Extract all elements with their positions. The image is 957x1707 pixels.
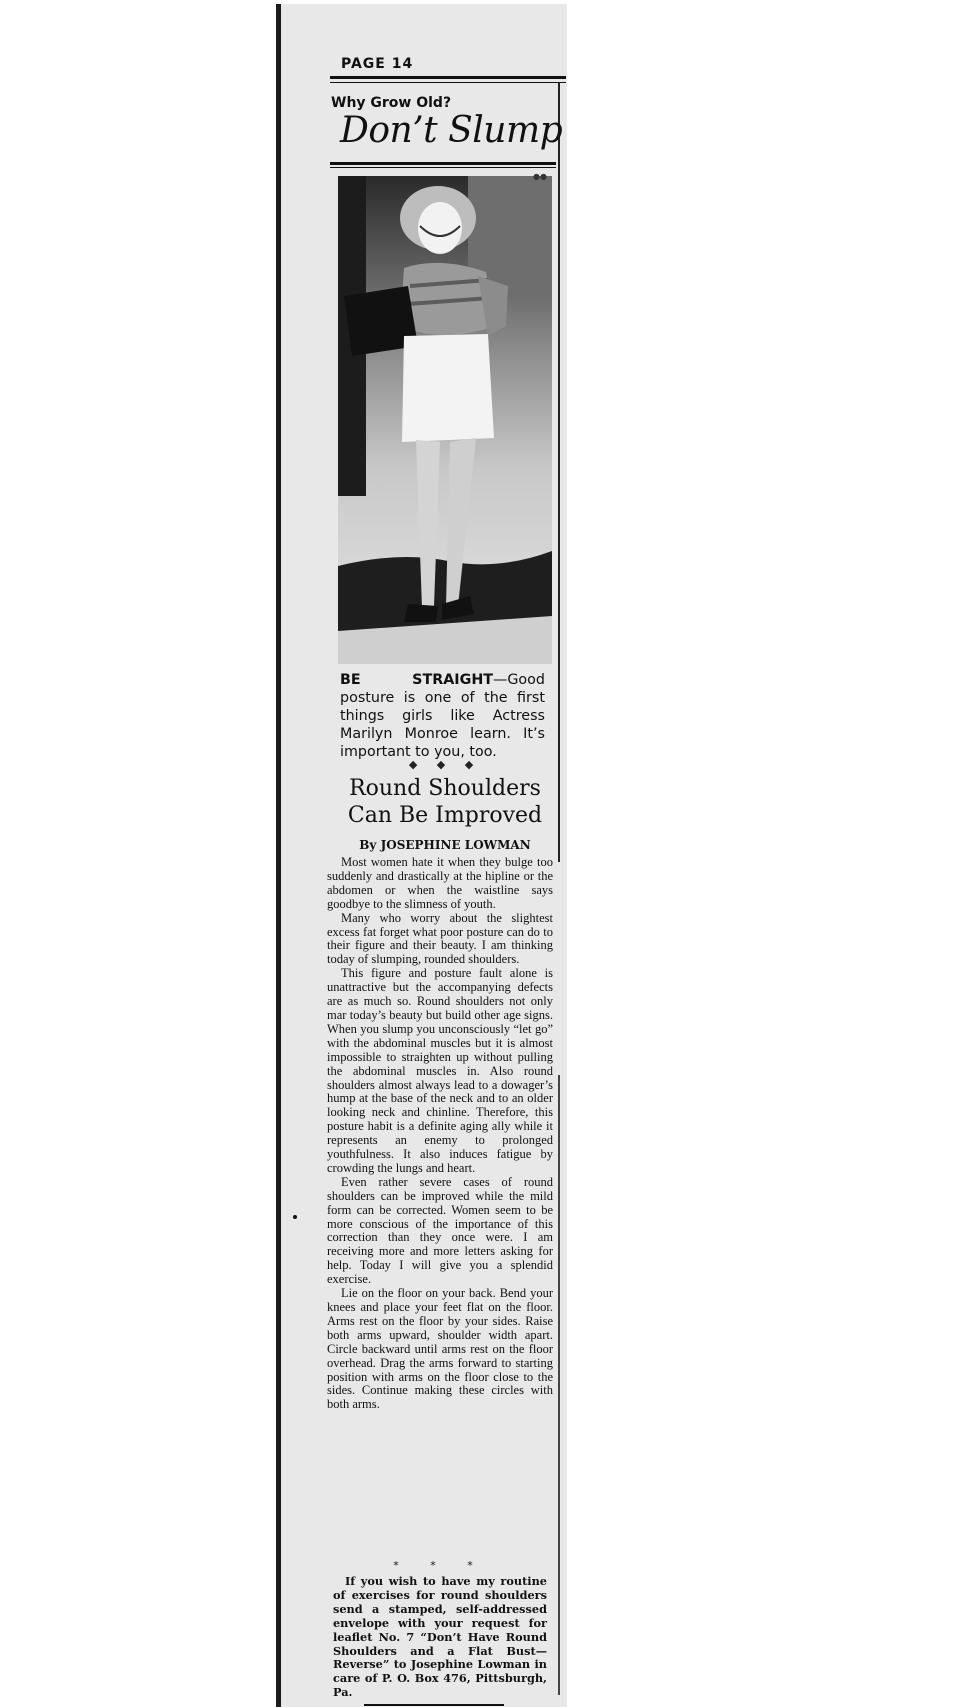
paragraph: Many who worry about the slightest excess fat forget what poor posture can do to their figure and their beauty. I am thinking today of slumping, rounded shoulders. — [327, 910, 553, 967]
bottom-rule — [364, 1704, 504, 1706]
paragraph: Even rather severe cases of round shoulders can be improved while the mild form can be corrected. Women seem to be more conscious of the importance of this correction than they once were. I am receiving more and more letters asking for help. Today I will give you a splendid exercise. — [327, 1174, 553, 1287]
byline: By JOSEPHINE LOWMAN — [359, 838, 531, 852]
caption-ornament: ◆ ◆ ◆ — [408, 758, 482, 771]
page-number: PAGE 14 — [341, 56, 414, 72]
paragraph: Most women hate it when they bulge too suddenly and drastically at the hipline or the abdomen or when the waistline says goodbye to the slimness of youth. — [327, 855, 553, 911]
paragraph: Lie on the floor on your back. Bend your knees and place your feet flat on the floor. Arms rest on the floor by your sides. Raise both arms upward, shoulder width apart. Circle backward until arms rest on the floor overhead. Drag the arms forward to starting position with arms on the floor close to the sides. Continue making these circles with both arms. — [327, 1286, 553, 1412]
offer-text: If you wish to have my routine of exercises for round shoulders send a stamped, self-addressed envelope with your request for leaflet No. 7 “Don’t Have Round Shoulders and a Flat Bust—Reverse” to Josephine Lowman in care of P. O. Box 476, Pittsburgh, Pa. — [333, 1574, 547, 1700]
column-rule — [558, 82, 560, 862]
leaflet-offer — [333, 1575, 547, 1700]
column-rule-lower — [558, 1075, 560, 1695]
headline-rule-thin — [330, 167, 556, 168]
headline-rule-thick — [330, 162, 556, 165]
article-body — [327, 856, 553, 1412]
top-rule-thin — [330, 82, 566, 83]
marilyn-monroe-photo — [338, 176, 552, 664]
headline: Don’t Slump — [340, 110, 563, 151]
top-rule-thick — [330, 76, 566, 79]
photo-caption — [340, 671, 545, 761]
subhead-line-2: Can Be Improved — [347, 803, 543, 828]
caption-text: —Good posture is one of the first things girls like Actress Marilyn Monroe learn. It’s important to you, too. — [340, 672, 545, 760]
scan-edge — [276, 4, 281, 1707]
subhead-line-1: Round Shoulders — [349, 776, 541, 801]
photo-illustration — [338, 176, 552, 664]
photo-credit-mark: ●● — [533, 172, 547, 181]
article-subhead — [332, 775, 558, 829]
scan-speck — [293, 1215, 297, 1219]
section-break-stars: * * * — [393, 1559, 487, 1572]
caption-lead: BE STRAIGHT — [340, 672, 494, 688]
kicker: Why Grow Old? — [331, 95, 452, 111]
paragraph: This figure and posture fault alone is unattractive but the accompanying defects are as much so. Round shoulders not only mar today’s beauty but build other age signs. When you slump you unconsciously “let go” with the abdominal muscles but it is almost impossible to straighten up without pulling the abdominal muscles in. Also round shoulders almost always lead to a dowager’s hump at the base of the neck and to an older looking neck and chinline. Therefore, this posture habit is a definite aging ally while it represents an enemy to prolonged youthfulness. It also induces fatigue by crowding the lungs and heart. — [327, 966, 553, 1175]
